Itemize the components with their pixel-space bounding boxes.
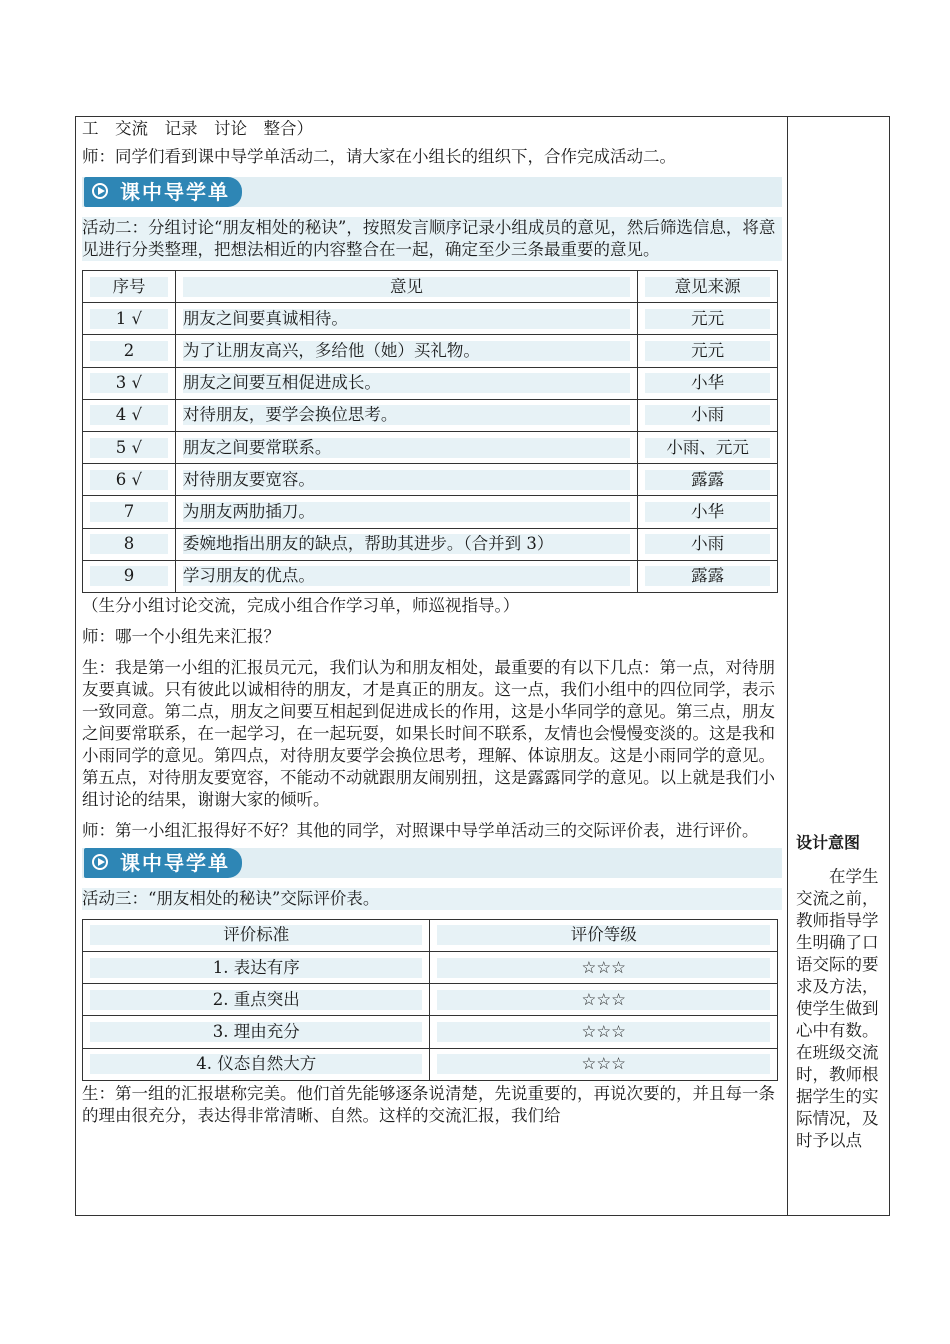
row-rating: ☆☆☆ (437, 1054, 770, 1074)
row-source: 元元 (645, 309, 770, 329)
table-row (83, 335, 778, 367)
row-opinion: 对待朋友要宽容。 (183, 470, 630, 490)
row-opinion: 委婉地指出朋友的缺点，帮助其进步。（合并到 3） (183, 534, 630, 554)
row-no: 4 √ (90, 405, 168, 425)
table-header-row (83, 271, 778, 303)
row-source: 露露 (645, 566, 770, 586)
row-no: 3 √ (90, 373, 168, 393)
teacher-line-2: 师：哪一个小组先来汇报？ (82, 626, 280, 646)
design-intent-text: 在学生交流之前，教师指导学生明确了口语交际的要求及方法，使学生做到心中有数。在班级交流时，教师根据学生的实际情况，及时予以点 (796, 867, 879, 1150)
activity-3-text: 活动三：“朋友相处的秘诀”交际评价表。 (82, 888, 782, 910)
row-no: 9 (90, 566, 168, 586)
design-intent-column (796, 832, 880, 1152)
activity-2-text: 活动二：分组讨论“朋友相处的秘诀”，按照发言顺序记录小组成员的意见，然后筛选信息，将意见进行分类整理，把想法相近的内容整合在一起，确定至少三条最重要的意见。 (82, 217, 782, 261)
student-report: 生：我是第一小组的汇报员元元，我们认为和朋友相处，最重要的有以下几点：第一点，对待朋友要真诚。只有彼此以诚相待的朋友，才是真正的朋友。这一点，我们小组中的四位同学，表示一致同意。第二点，朋友之间要互相起到促进成长的作用，这是小华同学的意见。第三点，朋友之间要常联系，在一起学习，在一起玩耍，如果长时间不联系，友情也会慢慢变淡的。这是我和小雨同学的意见。第四点，对待朋友要学会换位思考，理解、体谅朋友。这是小雨同学的意见。第五点，对待朋友要宽容，不能动不动就跟朋友闹别扭，这是露露同学的意见。以上就是我们小组讨论的结果，谢谢大家的倾听。 (82, 657, 775, 809)
table-header-row (83, 919, 778, 951)
row-no: 8 (90, 534, 168, 554)
top-line: 工 交流 记录 讨论 整合） (82, 119, 313, 138)
table-row (83, 528, 778, 560)
row-criterion: 1. 表达有序 (90, 958, 422, 978)
table-row (83, 367, 778, 399)
row-source: 小华 (645, 373, 770, 393)
table-row (83, 984, 778, 1016)
header-opinion: 意见 (183, 277, 630, 297)
header-no: 序号 (90, 277, 168, 297)
lesson-main-column (82, 118, 782, 1136)
table-row (83, 952, 778, 984)
row-criterion: 3. 理由充分 (90, 1022, 422, 1042)
row-no: 5 √ (90, 438, 168, 458)
row-criterion: 4. 仪态自然大方 (90, 1054, 422, 1074)
row-source: 小雨、元元 (645, 438, 770, 458)
row-source: 小雨 (645, 534, 770, 554)
row-opinion: 朋友之间要真诚相待。 (183, 309, 630, 329)
guide-banner-1 (82, 177, 782, 207)
guide-banner-2 (82, 848, 782, 878)
row-source: 露露 (645, 470, 770, 490)
header-source: 意见来源 (645, 277, 770, 297)
row-source: 元元 (645, 341, 770, 361)
opinion-table (82, 270, 778, 593)
row-opinion: 学习朋友的优点。 (183, 566, 630, 586)
row-opinion: 为朋友两肋插刀。 (183, 502, 630, 522)
column-divider (787, 116, 788, 1216)
table-row (83, 1016, 778, 1048)
teacher-line-1: 师：同学们看到课中导学单活动二，请大家在小组长的组织下，合作完成活动二。 (82, 147, 676, 166)
row-rating: ☆☆☆ (437, 990, 770, 1010)
play-circle-icon (92, 183, 108, 199)
row-opinion: 对待朋友，要学会换位思考。 (183, 405, 630, 425)
row-rating: ☆☆☆ (437, 958, 770, 978)
student-evaluation: 生：第一组的汇报堪称完美。他们首先能够逐条说清楚，先说重要的，再说次要的，并且每一条的理由很充分，表达得非常清晰、自然。这样的交流汇报，我们给 (82, 1083, 775, 1125)
table-row (83, 560, 778, 592)
banner-tag (84, 177, 242, 207)
row-source: 小雨 (645, 405, 770, 425)
table-row (83, 303, 778, 335)
row-opinion: 朋友之间要互相促进成长。 (183, 373, 630, 393)
row-opinion: 朋友之间要常联系。 (183, 438, 630, 458)
row-criterion: 2. 重点突出 (90, 990, 422, 1010)
table-row (83, 1048, 778, 1080)
banner-tag (84, 848, 242, 878)
row-no: 1 √ (90, 309, 168, 329)
table-row (83, 431, 778, 463)
design-intent-title: 设计意图 (796, 833, 861, 852)
classroom-note: （生分小组讨论交流，完成小组合作学习单，师巡视指导。） (82, 595, 520, 615)
evaluation-table (82, 919, 778, 1081)
table-row (83, 496, 778, 528)
header-rating: 评价等级 (437, 925, 770, 945)
row-opinion: 为了让朋友高兴，多给他（她）买礼物。 (183, 341, 630, 361)
table-row (83, 464, 778, 496)
row-rating: ☆☆☆ (437, 1022, 770, 1042)
table-row (83, 399, 778, 431)
row-no: 6 √ (90, 470, 168, 490)
header-criterion: 评价标准 (90, 925, 422, 945)
row-source: 小华 (645, 502, 770, 522)
row-no: 7 (90, 502, 168, 522)
play-circle-icon (92, 854, 108, 870)
teacher-line-3: 师：第一小组汇报得好不好？其他的同学，对照课中导学单活动三的交际评价表，进行评价。 (82, 820, 759, 840)
row-no: 2 (90, 341, 168, 361)
banner-label: 课中导学单 (120, 180, 230, 204)
banner-label: 课中导学单 (120, 850, 230, 875)
